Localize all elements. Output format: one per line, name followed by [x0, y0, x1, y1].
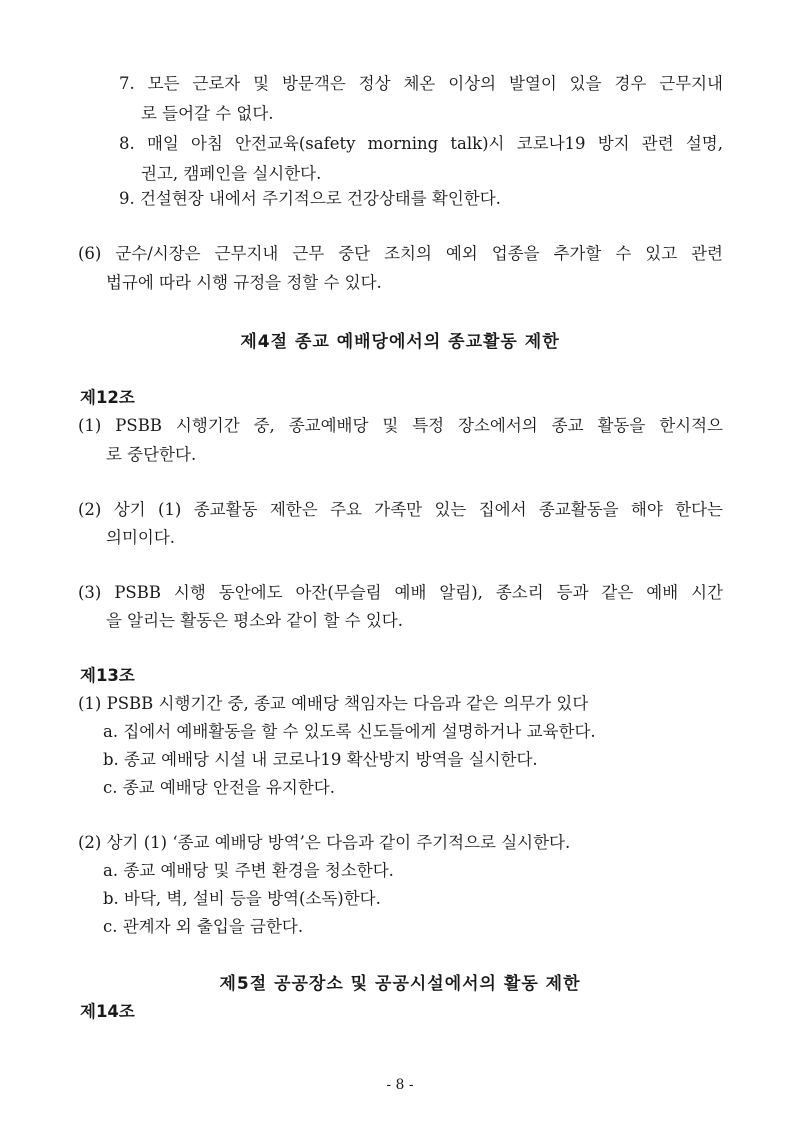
item-9-line1: 9. 건설현장 내에서 주기적으로 건강상태를 확인한다. — [119, 189, 501, 208]
article-12-p1-line1: (1) PSBB 시행기간 중, 종교예배당 및 특정 장소에서의 종교 활동을 한시적으 — [78, 416, 723, 435]
item-8-line1: 8. 매일 아침 안전교육(safety morning talk)시 코로나19 방지 관련 설명, — [119, 134, 723, 153]
section-4-heading: 제4절 종교 예배당에서의 종교활동 제한 — [240, 332, 560, 352]
article-13-p2-item-b: b. 바닥, 벽, 설비 등을 방역(소독)한다. — [103, 889, 381, 908]
article-12-p2-line2: 의미이다. — [106, 528, 176, 547]
article-12-p2-line1: (2) 상기 (1) 종교활동 제한은 주요 가족만 있는 집에서 종교활동을 해야 한다는 — [78, 500, 723, 519]
article-13-p2-item-c: c. 관계자 외 출입을 금한다. — [103, 917, 304, 936]
item-8-line2: 권고, 캠페인을 실시한다. — [141, 164, 322, 183]
article-12-p3-line1: (3) PSBB 시행 동안에도 아잔(무슬림 예배 알림), 종소리 등과 같은 예배 시간 — [78, 583, 723, 602]
item-7-line2: 로 들어갈 수 없다. — [141, 104, 274, 123]
article-13-title: 제13조 — [80, 666, 135, 685]
article-13-p1-item-c: c. 종교 예배당 안전을 유지한다. — [103, 778, 335, 797]
article-13-p1-line1: (1) PSBB 시행기간 중, 종교 예배당 책임자는 다음과 같은 의무가 있다 — [78, 694, 589, 713]
article-13-p1-item-b: b. 종교 예배당 시설 내 코로나19 확산방지 방역을 실시한다. — [103, 750, 538, 769]
article-14-title: 제14조 — [80, 1002, 135, 1021]
para-6-line1: (6) 군수/시장은 근무지내 근무 중단 조치의 예외 업종을 추가할 수 있고 관련 — [78, 244, 723, 263]
article-12-p3-line2: 을 알리는 활동은 평소와 같이 할 수 있다. — [106, 611, 403, 630]
item-7-line1: 7. 모든 근로자 및 방문객은 정상 체온 이상의 발열이 있을 경우 근무지내 — [119, 74, 723, 93]
article-12-title: 제12조 — [80, 388, 135, 407]
article-13-p2-line1: (2) 상기 (1) ‘종교 예배당 방역’은 다음과 같이 주기적으로 실시한다. — [78, 833, 571, 852]
article-13-p2-item-a: a. 종교 예배당 및 주변 환경을 청소한다. — [103, 861, 394, 880]
para-6-line2: 법규에 따라 시행 규정을 정할 수 있다. — [106, 273, 382, 292]
section-5-heading: 제5절 공공장소 및 공공시설에서의 활동 제한 — [219, 974, 581, 994]
article-12-p1-line2: 로 중단한다. — [106, 445, 197, 464]
page-number: - 8 - — [386, 1077, 414, 1093]
article-13-p1-item-a: a. 집에서 예배활동을 할 수 있도록 신도들에게 설명하거나 교육한다. — [103, 722, 596, 741]
